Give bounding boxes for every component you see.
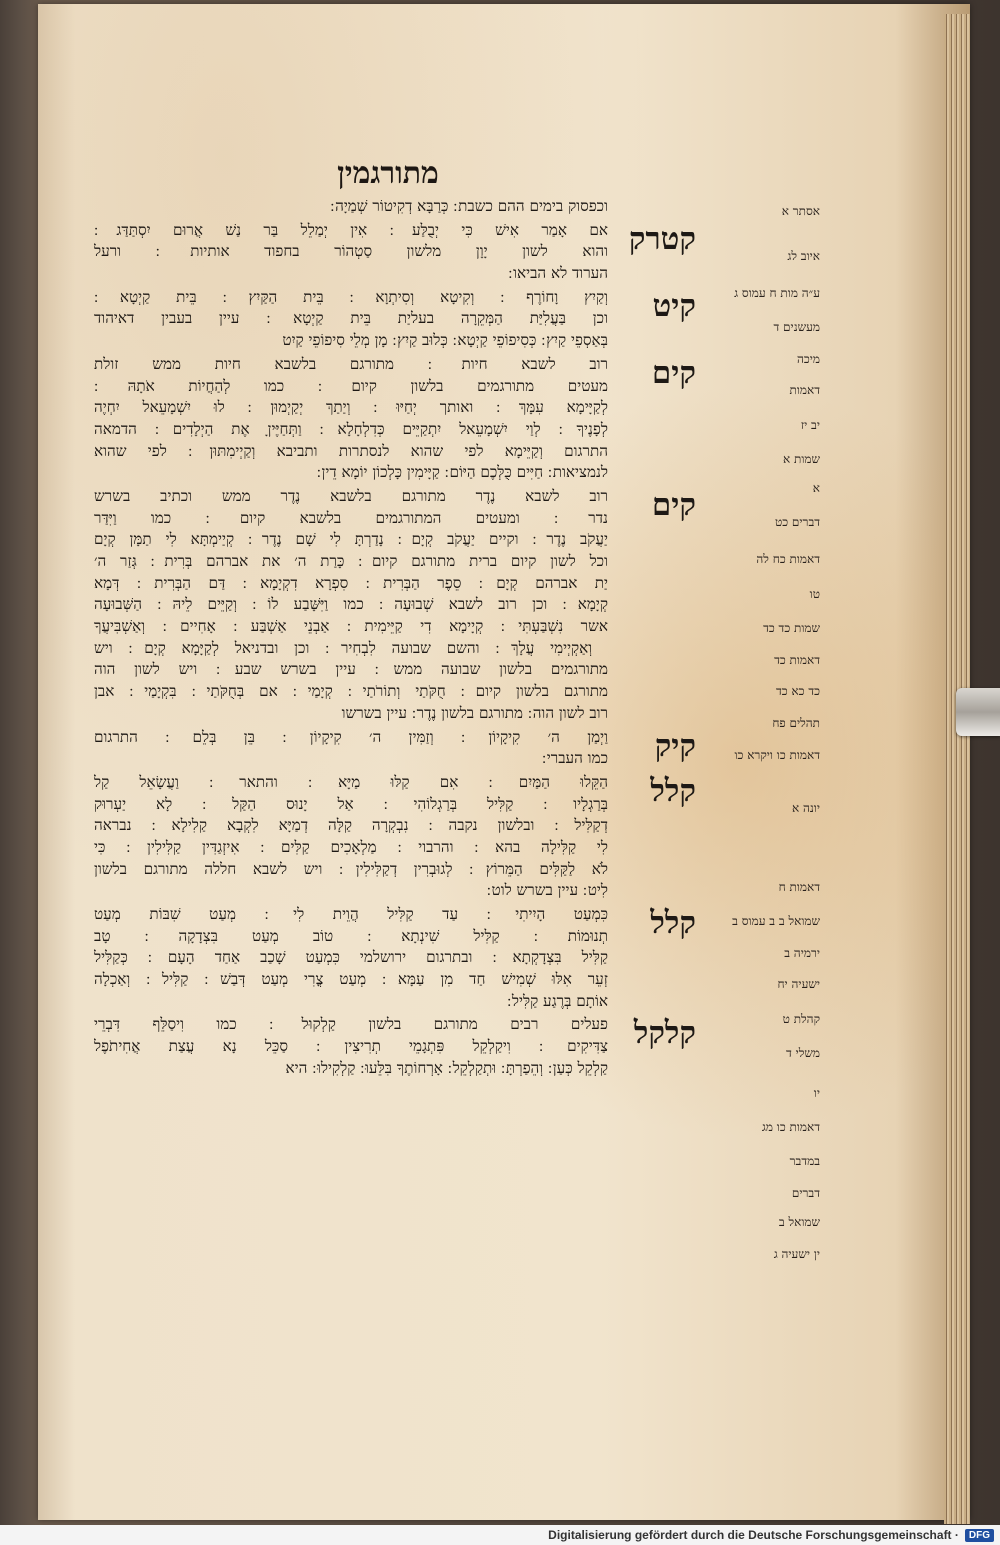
text-line: לְפָנֶיךָ ׃ לְוַי יִשְׁמָעֵאל יִתְקַיֵּים כְּדִלְחָלָא ׃ וַתְּחַיֶּיןָ אֶת הַיְלָדִים ׃ הדמאה bbox=[94, 419, 608, 438]
margin-reference: דאמות כח לה bbox=[756, 552, 820, 567]
text-line: נדר ׃ ומעטים המתורגמים בלשבא קיום ׃ כמו וַיִּדַּר bbox=[94, 508, 608, 527]
margin-reference: קהלת ט bbox=[782, 1011, 820, 1026]
text-line: אשר נִשְׁבַּעְתִּי ׃ קְיָימָא דִי קַיֵּימִית ׃ אַבְנֵי אַשְׁבַּע ׃ אָחִיים ׃ וְאַשְׁבִּיעֲךָ bbox=[94, 617, 608, 636]
text-line: לִיט ׃ עיין בשרש לוט ׃ bbox=[486, 881, 608, 900]
text-line: הערוד לא הביאו ׃ bbox=[508, 264, 608, 283]
entry-body bbox=[94, 904, 608, 1012]
text-line: כִּמְעַט הָיִיתִי ׃ עַד קַלִּיל הֲוֵית לִי ׃ מְעַט שִׁבּוֹת מְעַט bbox=[94, 905, 608, 923]
text-line: לֹא לַקַּלִּים הַמֵּרוֹץ ׃ לְגוּבְרִין דְקַלִּילִין ׃ ויש לשבא חללה מתורגם בלשון bbox=[94, 859, 608, 878]
text-line: וכפסוק בימים ההם כשבת ׃ כְּרַבָּא דְקִיטוֹר שְׁמַיָה ׃ bbox=[330, 197, 608, 215]
text-line: לנמציאות ׃ חַיִּים כֻּלְּכֶם הַיּוֹם ׃ קַיָּימִין כָּלְכוֹן יוֹמָא דֵין ׃ bbox=[316, 463, 608, 482]
text-line: פעלים רבים מתורגם בלשון קַלְקוּל ׃ כמו וִיסַלֵּף דִּבְרֵי bbox=[94, 1015, 608, 1034]
entry-body bbox=[94, 220, 608, 285]
entry-headword: קים bbox=[651, 354, 696, 391]
entry-body bbox=[94, 1014, 608, 1079]
dictionary-entry bbox=[94, 727, 696, 770]
page-header: מתורגמין bbox=[337, 156, 439, 191]
margin-reference: דברים כט bbox=[774, 515, 820, 530]
margin-reference: א bbox=[812, 481, 820, 496]
text-line: קַלְקֵל כְּעַן ׃ וְהֵפַרְתָּ ׃ וּתְקַלְקֵל ׃ אָרְחוֹתֶךָ בִּלֵּעוּ ׃ קַלְקִילוּ ׃ היא bbox=[285, 1058, 608, 1077]
margin-reference: ירמיה ב bbox=[784, 945, 820, 960]
text-line: רוב לשבא נֶדֶר מתורגם בלשבא נֶדֶר ממש וכתיב בשרש bbox=[94, 486, 608, 505]
dictionary-entry bbox=[94, 354, 696, 484]
text-line: מתורגמים בלשון שבועה ממש ׃ עיין בשרש שבע ׃ ויש לשון הוה bbox=[94, 660, 608, 679]
margin-reference: משלי ד bbox=[786, 1046, 820, 1061]
margin-reference: דאמות כו ויקרא כו bbox=[734, 747, 820, 762]
entry-body bbox=[94, 772, 608, 902]
text-line: ׃ וְאַקְיְימִי עֲלָךְ ׃ והשם שבועה לִבְחִיר ׃ וכן ובדניאל לְקַיָּמָא קְיָם ׃ ויש bbox=[94, 638, 608, 657]
text-line: והוא לשון יָוָן מלשון סַטְהוֹר בחפוד אותיות ׃ ורעל bbox=[94, 242, 608, 261]
margin-reference: יו bbox=[813, 1085, 820, 1100]
dictionary-entry bbox=[94, 486, 696, 725]
margin-reference: דאמות bbox=[789, 383, 820, 398]
text-line: וְקַיִץ וָחוֹרֶף ׃ וְקִיטָא וְסִיתְוָא ׃ בֵּית הַקַּיִץ ׃ בֵּית קַיְטָא ׃ bbox=[94, 287, 608, 306]
margin-reference: שמות כד כד bbox=[763, 621, 820, 636]
text-line: דְקַלִּיל ׃ ובלשון נקבה ׃ נִבְקְרָה קַלָּה דְמַיָּא לִקְבָא קַלִילָא ׃ נבראה bbox=[94, 816, 608, 835]
dfg-logo: DFG bbox=[965, 1529, 994, 1542]
text-line: וכל לשון קיום ברית מתורגם קיום ׃ כָּרַת ה׳ את אברהם בְּרִית ׃ גְּזַר ה׳ bbox=[94, 552, 608, 570]
page-edge bbox=[944, 14, 970, 1524]
text-line: אם אָמַר אִישׁ כִּי יְבֻלַּע ׃ אִין יְמַלֵל בַּר נַשׁ אֲרוּם יִסְתַּדַּג ׃ bbox=[94, 220, 608, 239]
main-text-column bbox=[94, 196, 696, 1082]
text-line: קַלִּיל בִּצְדָקְתָא ׃ ובתרגום ירושלמי כִּמְעַט שָׁכַב אַחַד הָעָם ׃ כְּקַלִּיל bbox=[94, 948, 608, 967]
text-line: מתורגם בלשון קיום ׃ חֻקֹּתַי וְתוֹרֹתַי ׃ קְיָמַי ׃ אם בְּחֻקֹּתַי ׃ בִּקְיָמַי ׃ אבן bbox=[94, 682, 608, 701]
text-line: בְּרַגְלָיו ׃ קַלִּיל בְּרַגְלוֹהִי ׃ אַל יָנוּס הַקַּל ׃ לָא יַעְרוּק bbox=[94, 794, 608, 813]
margin-reference: במדבר bbox=[789, 1154, 820, 1169]
text-line: אוֹתָם בְּרֶגַע קַלִּיל ׃ bbox=[507, 991, 608, 1010]
margin-reference: יונה א bbox=[791, 800, 820, 815]
entry-body bbox=[94, 486, 608, 725]
margin-reference: שמואל ב bbox=[778, 1215, 820, 1230]
digitization-footer bbox=[0, 1525, 1000, 1545]
margin-reference: דברים bbox=[791, 1186, 820, 1200]
dictionary-entry bbox=[94, 904, 696, 1012]
text-line: בְּאַסְפֵי קַיִץ ׃ כְּסִיפוֹפֵי קַיְטָא ׃ כְּלוּב קַיִץ ׃ מָן מְלֵי סִיפוֹפֵי קַיִט bbox=[282, 331, 608, 350]
text-line: הַקֵּלוּ הַמַּיִם ׃ אִם קַלּוּ מַיָּא ׃ והתאר ׃ וַעֲשָׂאֵל קַל bbox=[94, 772, 608, 791]
entry-headword: קטרק bbox=[628, 220, 696, 257]
margin-reference: ע״ה מות ח עמוס ג bbox=[734, 285, 820, 300]
margin-reference: ישעיה יח bbox=[777, 977, 820, 992]
margin-reference: כד כא כד bbox=[776, 684, 820, 699]
text-line: זְעֵר אִלּוּ שְׁמִישׁ חַד מִן עַמָּא ׃ מְעַט צֳרִי מְעַט דְּבַשׁ ׃ קַלִּיל ׃ וְאַכְלָה bbox=[94, 970, 608, 989]
dictionary-entry bbox=[94, 220, 696, 285]
entry-body bbox=[94, 196, 608, 218]
entry-headword: קלל bbox=[650, 772, 696, 809]
entry-body bbox=[94, 354, 608, 484]
entry-headword: קלל bbox=[650, 905, 696, 941]
text-line: וכן בַּעֲלִיַּת הַמְּקֵרָה בעליַת בֵּית קַיְטָא ׃ עיין בעבין דאיהוד bbox=[94, 309, 608, 328]
entry-headword: קיק bbox=[654, 727, 696, 764]
margin-notes bbox=[700, 196, 820, 1296]
text-line: צַדִּיקִים ׃ וִיקַלְקֵל פִּתְגָמֵי תְרִיצִין ׃ סַכֵּל נָא עֲצַת אֲחִיתֹפֶל bbox=[94, 1037, 608, 1056]
page-clip bbox=[956, 688, 1000, 736]
text-line: תְנוּמוֹת ׃ קַלִּיל שִׁינְתָא ׃ טוֹב מְעַט בִּצְדָקָה ׃ טָב bbox=[94, 926, 608, 945]
margin-reference: תהלים פח bbox=[772, 716, 820, 731]
entry-headword bbox=[608, 196, 696, 218]
margin-reference: דאמות ח bbox=[778, 879, 820, 894]
entry-body bbox=[94, 727, 608, 770]
text-line: רוב לשון הוה ׃ מתורגם בלשון נֶדֶר ׃ עיין בשרשו bbox=[341, 703, 608, 722]
entry-headword: קים bbox=[651, 486, 696, 523]
text-line: התרגום וְקַיֵּימָא לפי שהוא לנסתרות ותביבא וְקַיְימִתּוּן ׃ לפי שהוא bbox=[94, 441, 608, 460]
margin-reference: איוב לג bbox=[787, 248, 820, 263]
entry-headword: קיט bbox=[652, 287, 696, 324]
margin-reference: מעשנים ד bbox=[773, 320, 820, 335]
margin-reference: דאמות כד bbox=[774, 652, 820, 667]
entry-body bbox=[94, 287, 608, 352]
text-line: וַיְמַן ה׳ קִיקָיוֹן ׃ וְזַמִּין ה׳ קִיקָיוֹן ׃ בֵּן בְּלֵם ׃ התרגום bbox=[94, 727, 608, 746]
text-line: לְקַיָּימָא עִמָּךְ ׃ ואותך יְחַיּוּ ׃ וְיַתַךְ יְקַיְמוּן ׃ לוּ יִשְׁמָעֵאל יִחְיֶה bbox=[94, 398, 608, 417]
margin-reference: דאמות כו מג bbox=[761, 1120, 820, 1134]
margin-reference: שמואל ב ב עמוס ב bbox=[732, 914, 820, 929]
text-line: כמו העברי ׃ bbox=[541, 749, 608, 768]
margin-reference: טו bbox=[809, 586, 820, 601]
footer-text: Digitalisierung gefördert durch die Deutsche Forschungsgemeinschaft · bbox=[548, 1528, 959, 1542]
margin-reference: יב יז bbox=[800, 417, 820, 432]
text-line: מעטים מתורגמים בלשון קיום ׃ כמו לְהַחֲיוֹת אֹתָהּ ׃ bbox=[94, 376, 608, 395]
entry-headword: קלקל bbox=[633, 1015, 696, 1052]
margin-reference: שמות א bbox=[782, 452, 820, 467]
dictionary-entry bbox=[94, 1014, 696, 1079]
dictionary-entry bbox=[94, 772, 696, 902]
text-line: יַעֲקֹב נֶדֶר ׃ וקיים יַעֲקֹב קְיָם ׃ נָדַרְתָּ לִי שָׁם נֶדֶר ׃ קְיַימְתָּא לִי תַמָּן קְיָם bbox=[94, 530, 608, 549]
text-line: רוב לשבא חיות ׃ מתורגם בלשבא חיות ממש זולת bbox=[94, 354, 608, 373]
text-line: קְיָמָא ׃ וכן רוב לשבא שְׁבוּעָה ׃ כמו וַיִּשָּׁבַע לוֹ ׃ וְקַיֵּים לֵיהּ ׃ הַשְּׁבוּעָה bbox=[94, 595, 608, 614]
margin-reference: מיכה bbox=[796, 351, 820, 366]
margin-reference: אסתר א bbox=[781, 203, 820, 218]
text-line: יַת אברהם קְיָם ׃ סֵפֶר הַבְּרִית ׃ סִפְרָא דִקְיָמָא ׃ דַּם הַבְּרִית ׃ דְּמָא bbox=[94, 573, 608, 592]
dictionary-entry bbox=[94, 196, 696, 218]
margin-reference: ין ישעיה ג bbox=[773, 1246, 820, 1261]
dictionary-entry bbox=[94, 287, 696, 352]
text-line: לִי קַלִּילָה בהא ׃ והרבוי ׃ מַלְאָכִים קַלִּים ׃ אִיזְגַדִּין קַלִּילִין ׃ כִּי bbox=[94, 837, 608, 856]
